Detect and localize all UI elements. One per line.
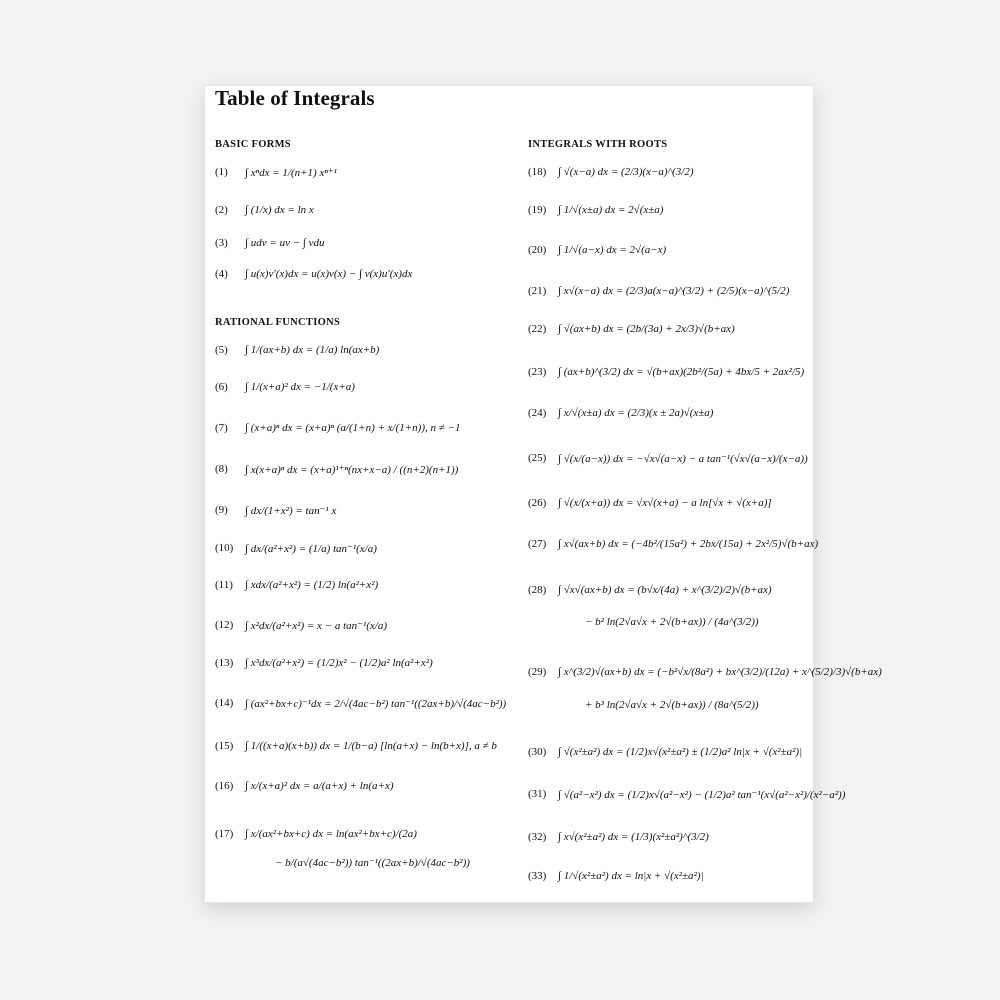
- formula-row: [205, 244, 813, 260]
- formula-text: ∫ √(x/(x+a)) dx = √x√(x+a) − a ln[√x + √(x+a)]: [558, 497, 772, 509]
- formula-number: (10): [215, 542, 234, 554]
- formula-text: ∫ √(x²±a²) dx = (1/2)x√(x²±a²) ± (1/2)a² ln|x + √(x²±a²)|: [558, 746, 803, 758]
- formula-number: (29): [528, 666, 547, 678]
- formula-text: ∫ udv = uv − ∫ vdu: [245, 237, 325, 249]
- formula-number: (32): [528, 831, 547, 843]
- formula-row: [205, 268, 813, 284]
- formula-text: ∫ x²dx/(a²+x²) = x − a tan⁻¹(x/a): [245, 620, 388, 632]
- formula-text: ∫ 1/√(x±a) dx = 2√(x±a): [558, 204, 664, 216]
- formula-text: ∫ xdx/(a²+x²) = (1/2) ln(a²+x²): [245, 579, 379, 591]
- page-title: Table of Integrals: [215, 86, 375, 110]
- formula-continuation: − b/(a√(4ac−b²)) tan⁻¹((2ax+b)/√(4ac−b²)): [275, 857, 470, 869]
- formula-number: (2): [215, 204, 228, 216]
- formula-row: [205, 344, 813, 360]
- formula-row: [205, 204, 813, 220]
- formula-number: (21): [528, 285, 547, 297]
- formula-text: ∫ x^(3/2)√(ax+b) dx = (−b²√x/(8a²) + bx^(3/2)/(12a) + x^(5/2)/3)√(b+ax): [558, 666, 882, 678]
- formula-row: [205, 788, 846, 804]
- formula-row: [205, 497, 813, 513]
- formula-number: (13): [215, 657, 234, 669]
- formula-continuation: + b³ ln(2√a√x + 2√(b+ax)) / (8a^(5/2)): [585, 699, 759, 711]
- formula-number: (25): [528, 452, 547, 464]
- formula-number: (8): [215, 463, 228, 475]
- formula-row: [205, 666, 882, 682]
- formula-text: ∫ √(x−a) dx = (2/3)(x−a)^(3/2): [558, 166, 694, 178]
- formula-row: [205, 323, 813, 339]
- formula-text: ∫ (x+a)ⁿ dx = (x+a)ⁿ (a/(1+n) + x/(1+n)), n ≠ −1: [245, 422, 461, 434]
- formula-text: ∫ √(ax+b) dx = (2b/(3a) + 2x/3)√(b+ax): [558, 323, 735, 335]
- formula-text: ∫ √(a²−x²) dx = (1/2)x√(a²−x²) − (1/2)a² tan⁻¹(x√(a²−x²)/(x²−a²)): [558, 789, 846, 801]
- formula-text: ∫ (ax+b)^(3/2) dx = √(b+ax)(2b²/(5a) + 4bx/5 + 2ax²/5): [558, 366, 805, 378]
- formula-number: (3): [215, 237, 228, 249]
- formula-text: ∫ x√(x−a) dx = (2/3)a(x−a)^(3/2) + (2/5)(x−a)^(5/2): [558, 285, 790, 297]
- formula-text: ∫ u(x)v′(x)dx = u(x)v(x) − ∫ v(x)u′(x)dx: [245, 268, 413, 280]
- formula-number: (12): [215, 619, 234, 631]
- formula-number: (31): [528, 788, 547, 800]
- section-heading-rational-functions: RATIONAL FUNCTIONS: [215, 317, 341, 328]
- formula-number: (6): [215, 381, 228, 393]
- formula-row: [205, 366, 813, 382]
- formula-text: ∫ 1/(x+a)² dx = −1/(x+a): [245, 381, 355, 393]
- formula-row: [205, 452, 813, 468]
- formula-number: (22): [528, 323, 547, 335]
- formula-number: (33): [528, 870, 547, 882]
- formula-number: (19): [528, 204, 547, 216]
- formula-number: (24): [528, 407, 547, 419]
- formula-number: (16): [215, 780, 234, 792]
- formula-number: (7): [215, 422, 228, 434]
- formula-text: ∫ x/(ax²+bx+c) dx = ln(ax²+bx+c)/(2a): [245, 828, 417, 840]
- formula-row: [205, 746, 813, 762]
- formula-number: (14): [215, 697, 234, 709]
- formula-row: [205, 538, 819, 554]
- formula-row: [205, 584, 813, 600]
- formula-text: ∫ x(x+a)ⁿ dx = (x+a)¹⁺ⁿ(nx+x−a) / ((n+2)(n+1)): [245, 464, 459, 476]
- formula-number: (5): [215, 344, 228, 356]
- formula-text: ∫ x/√(x±a) dx = (2/3)(x ± 2a)√(x±a): [558, 407, 714, 419]
- formula-text: ∫ (ax²+bx+c)⁻¹dx = 2/√(4ac−b²) tan⁻¹((2ax+b)/√(4ac−b²)): [245, 698, 507, 710]
- formula-text: ∫ (1/x) dx = ln x: [245, 204, 314, 216]
- formula-row: [205, 422, 813, 438]
- formula-number: (26): [528, 497, 547, 509]
- formula-number: (17): [215, 828, 234, 840]
- formula-text: ∫ x√(x²±a²) dx = (1/3)(x²±a²)^(3/2): [558, 831, 709, 843]
- formula-text: ∫ x/(x+a)² dx = a/(a+x) + ln(a+x): [245, 780, 394, 792]
- formula-text: ∫ 1/√(a−x) dx = 2√(a−x): [558, 244, 667, 256]
- section-heading-basic-forms: BASIC FORMS: [215, 139, 291, 150]
- formula-number: (4): [215, 268, 228, 280]
- formula-text: ∫ dx/(a²+x²) = (1/a) tan⁻¹(x/a): [245, 543, 377, 555]
- formula-continuation: − b² ln(2√a√x + 2√(b+ax)) / (4a^(3/2)): [585, 616, 759, 628]
- formula-text: ∫ x√(ax+b) dx = (−4b²/(15a²) + 2bx/(15a) + 2x²/5)√(b+ax): [558, 538, 819, 550]
- formula-row: [205, 166, 813, 182]
- formula-number: (9): [215, 504, 228, 516]
- formula-number: (11): [215, 579, 233, 591]
- formula-row: [205, 381, 813, 397]
- formula-text: ∫ dx/(1+x²) = tan⁻¹ x: [245, 505, 337, 517]
- formula-text: ∫ √(x/(a−x)) dx = −√x√(a−x) − a tan⁻¹(√x√(a−x)/(x−a)): [558, 453, 808, 465]
- formula-row: [205, 285, 813, 301]
- formula-number: (1): [215, 166, 228, 178]
- formula-number: (15): [215, 740, 234, 752]
- formula-text: ∫ 1/(ax+b) dx = (1/a) ln(ax+b): [245, 344, 380, 356]
- formula-row: [205, 831, 813, 847]
- formula-number: (23): [528, 366, 547, 378]
- formula-number: (30): [528, 746, 547, 758]
- formula-text: ∫ √x√(ax+b) dx = (b√x/(4a) + x^(3/2)/2)√(b+ax): [558, 584, 772, 596]
- formula-row: [205, 870, 813, 886]
- section-heading-integrals-with-roots: INTEGRALS WITH ROOTS: [528, 139, 668, 150]
- formula-text: ∫ 1/((x+a)(x+b)) dx = 1/(b−a) [ln(a+x) − ln(b+x)], a ≠ b: [245, 740, 497, 752]
- formula-number: (18): [528, 166, 547, 178]
- formula-number: (27): [528, 538, 547, 550]
- formula-text: ∫ 1/√(x²±a²) dx = ln|x + √(x²±a²)|: [558, 870, 704, 882]
- formula-number: (20): [528, 244, 547, 256]
- formula-text: ∫ xⁿdx = 1/(n+1) xⁿ⁺¹: [245, 167, 337, 179]
- integral-table-sheet: [205, 86, 882, 902]
- formula-number: (28): [528, 584, 547, 596]
- formula-row: [205, 407, 813, 423]
- formula-text: ∫ x³dx/(a²+x²) = (1/2)x² − (1/2)a² ln(a²+x²): [245, 657, 433, 669]
